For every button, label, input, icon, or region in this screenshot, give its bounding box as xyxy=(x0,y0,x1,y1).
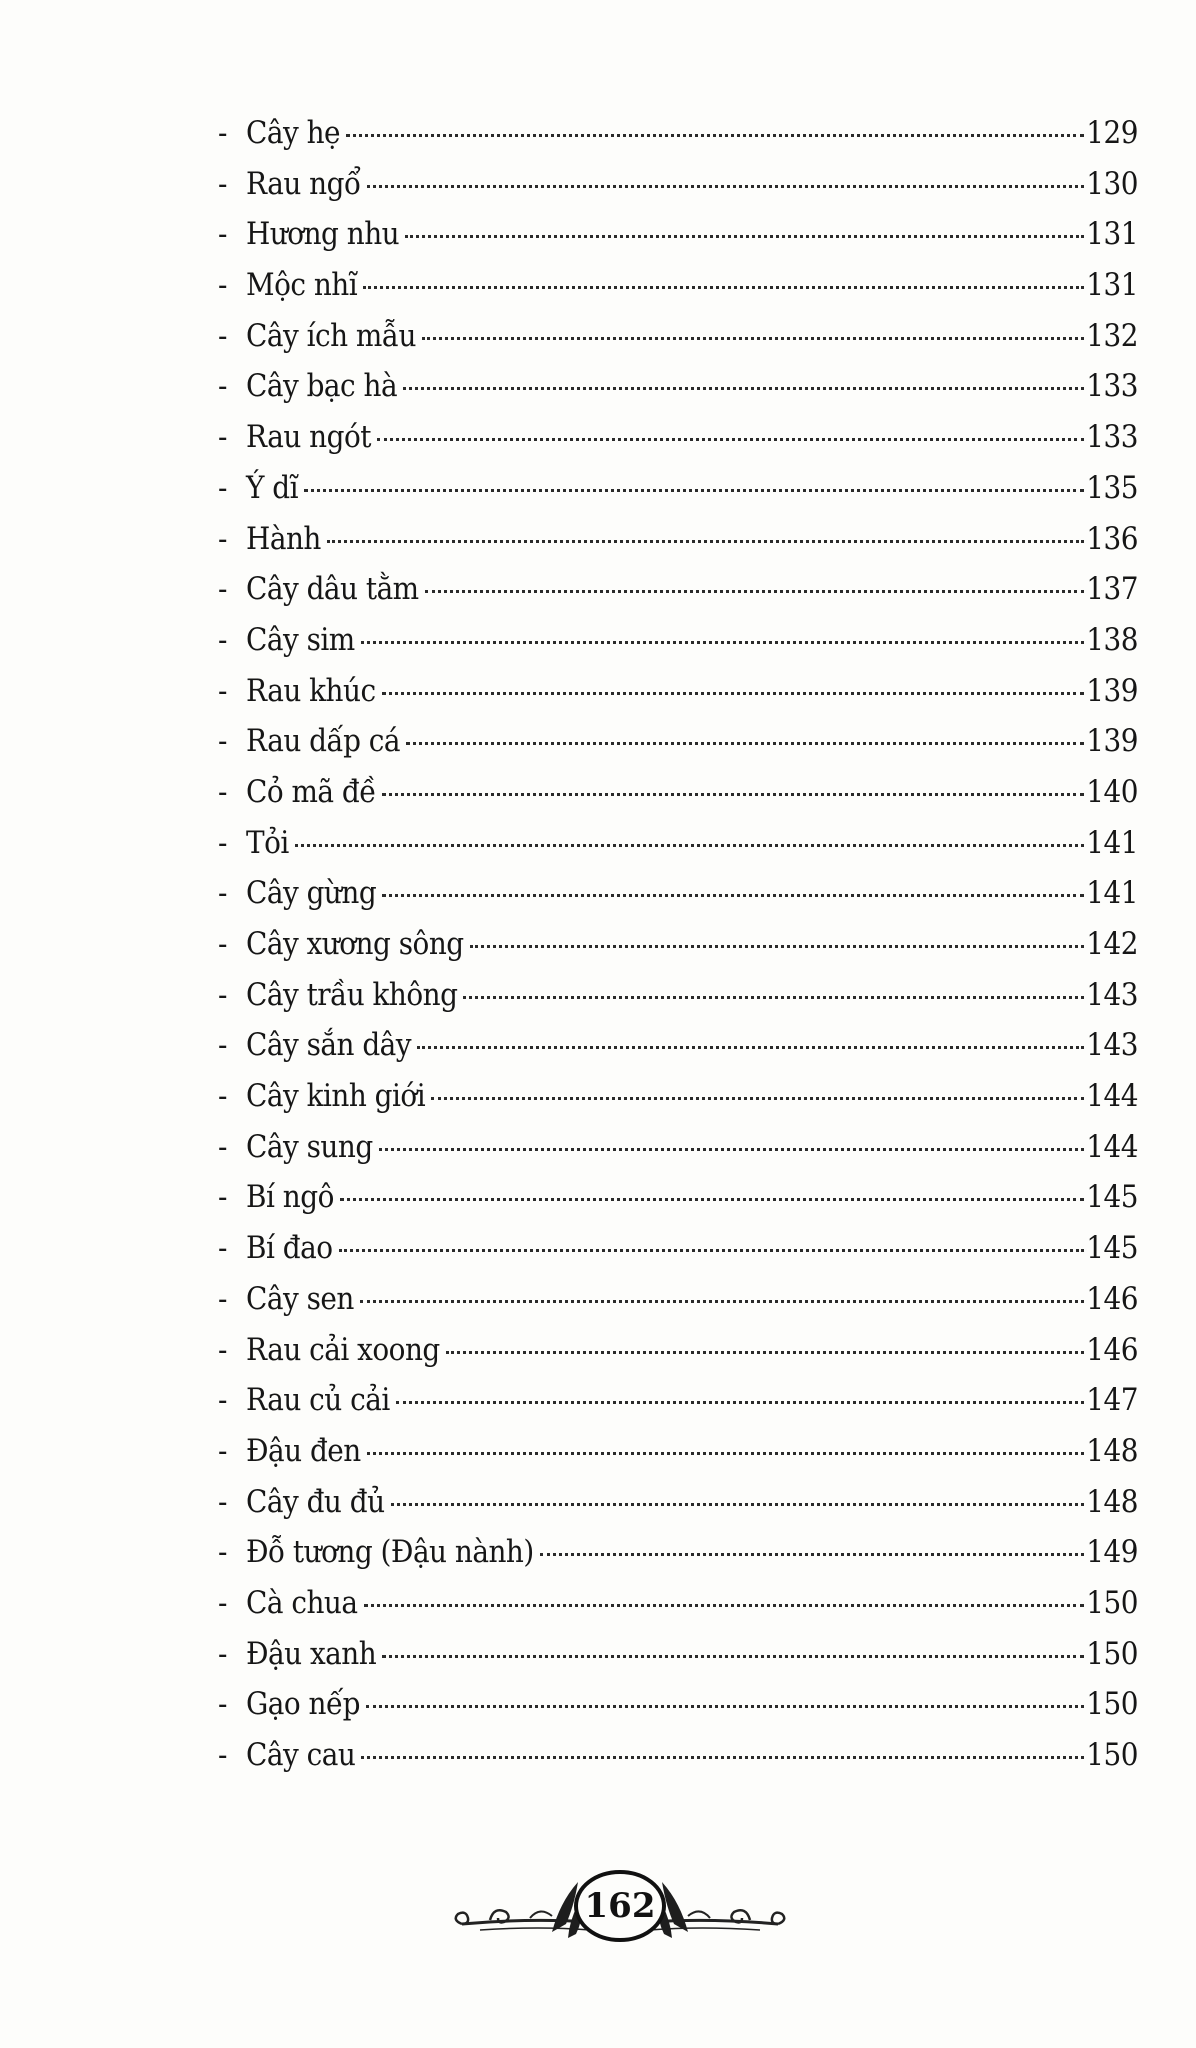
toc-entry-page-number: 129 xyxy=(1086,115,1138,151)
toc-entry xyxy=(218,1527,1138,1578)
page-footer xyxy=(440,1860,800,1960)
toc-entry-dash: - xyxy=(218,165,227,202)
dot-leader xyxy=(377,438,1084,441)
toc-entry-dash: - xyxy=(218,1078,227,1115)
toc-entry-title: Cây đu đủ xyxy=(246,1483,385,1520)
dot-leader xyxy=(367,185,1085,188)
toc-entry-dash: - xyxy=(218,1483,227,1520)
toc-entry-page-number: 137 xyxy=(1086,571,1138,608)
toc-entry-dash: - xyxy=(218,1534,227,1571)
toc-entry-page-number: 133 xyxy=(1086,368,1138,405)
toc-entry xyxy=(218,818,1138,869)
toc-entry-page-number: 138 xyxy=(1086,621,1138,658)
toc-entry xyxy=(218,1679,1138,1730)
toc-entry-page-number: 150 xyxy=(1086,1686,1138,1723)
toc-entry xyxy=(218,1172,1138,1223)
toc-entry-page-number: 136 xyxy=(1086,520,1138,557)
toc-entry xyxy=(218,514,1138,565)
dot-leader xyxy=(340,1198,1084,1201)
toc-entry-dash: - xyxy=(218,1635,227,1672)
toc-entry-dash: - xyxy=(218,1179,227,1216)
toc-entry-page-number: 145 xyxy=(1086,1230,1138,1267)
toc-entry-page-number: 135 xyxy=(1086,469,1138,506)
toc-entry xyxy=(218,919,1138,970)
toc-entry-page-number: 139 xyxy=(1086,672,1138,709)
dot-leader xyxy=(339,1249,1085,1252)
toc-entry-title: Cây cau xyxy=(246,1737,356,1773)
toc-entry-page-number: 131 xyxy=(1086,216,1138,253)
toc-entry-dash: - xyxy=(218,216,227,253)
toc-entry xyxy=(218,209,1138,260)
dot-leader xyxy=(391,1503,1085,1506)
dot-leader xyxy=(403,387,1084,390)
toc-entry-dash: - xyxy=(218,1331,227,1368)
toc-entry-page-number: 141 xyxy=(1086,824,1138,861)
dot-leader xyxy=(379,1148,1085,1151)
toc-entry xyxy=(218,666,1138,717)
dot-leader xyxy=(540,1553,1084,1556)
toc-entry-title: Đậu đen xyxy=(246,1432,361,1469)
toc-entry-title: Bí ngô xyxy=(246,1179,334,1216)
toc-entry xyxy=(218,1274,1138,1325)
dot-leader xyxy=(295,844,1084,847)
toc-entry-title: Cây gừng xyxy=(246,875,377,912)
dot-leader xyxy=(327,540,1084,543)
toc-entry-page-number: 133 xyxy=(1086,419,1138,456)
toc-entry-page-number: 143 xyxy=(1086,976,1138,1013)
dot-leader xyxy=(382,692,1085,695)
toc-entry xyxy=(218,1122,1138,1173)
toc-entry-page-number: 145 xyxy=(1086,1179,1138,1216)
toc-entry-page-number: 140 xyxy=(1086,773,1138,810)
toc-entry xyxy=(218,564,1138,615)
dot-leader xyxy=(417,1046,1084,1049)
toc-entry-dash: - xyxy=(218,621,227,658)
dot-leader xyxy=(361,641,1085,644)
toc-entry-title: Mộc nhĩ xyxy=(246,267,358,304)
toc-entry-title: Cây bạc hà xyxy=(246,368,398,405)
toc-entry-dash: - xyxy=(218,824,227,861)
dot-leader xyxy=(361,1756,1084,1759)
toc-entry-title: Tỏi xyxy=(246,824,289,861)
toc-entry-title: Rau ngổ xyxy=(246,165,361,202)
toc-entry xyxy=(218,1730,1138,1781)
toc-entry-title: Ý dĩ xyxy=(246,469,299,506)
toc-entry-dash: - xyxy=(218,469,227,506)
toc-entry-title: Rau ngót xyxy=(246,419,371,456)
toc-entry xyxy=(218,311,1138,362)
toc-entry-page-number: 141 xyxy=(1086,875,1138,912)
toc-entry xyxy=(218,1578,1138,1629)
toc-entry-dash: - xyxy=(218,773,227,810)
toc-entry-page-number: 148 xyxy=(1086,1483,1138,1520)
toc-entry-dash: - xyxy=(218,723,227,760)
toc-entry-dash: - xyxy=(218,520,227,557)
toc-entry-page-number: 146 xyxy=(1086,1280,1138,1317)
toc-entry-title: Rau cải xoong xyxy=(246,1331,440,1368)
toc-entry-dash: - xyxy=(218,1230,227,1267)
toc-entry xyxy=(218,159,1138,210)
toc-entry-title: Cây sắn dây xyxy=(246,1027,412,1064)
toc-entry-title: Bí đao xyxy=(246,1230,333,1267)
toc-entry xyxy=(218,1223,1138,1274)
dot-leader xyxy=(446,1351,1084,1354)
dot-leader xyxy=(382,793,1084,796)
toc-entry-title: Cây hẹ xyxy=(246,115,341,151)
toc-entry-title: Đậu xanh xyxy=(246,1635,377,1672)
dot-leader xyxy=(363,286,1084,289)
toc-entry-dash: - xyxy=(218,317,227,354)
toc-entry-title: Rau củ cải xyxy=(246,1382,390,1419)
toc-entry-title: Cà chua xyxy=(246,1584,358,1621)
dot-leader xyxy=(396,1401,1085,1404)
toc-entry xyxy=(218,615,1138,666)
dot-leader xyxy=(405,235,1084,238)
toc-entry-page-number: 148 xyxy=(1086,1432,1138,1469)
toc-entry-page-number: 150 xyxy=(1086,1584,1138,1621)
toc-entry-page-number: 130 xyxy=(1086,165,1138,202)
dot-leader xyxy=(304,489,1084,492)
toc-entry-title: Rau dấp cá xyxy=(246,723,401,760)
toc-entry-page-number: 149 xyxy=(1086,1534,1138,1571)
toc-entry-title: Cây kinh giới xyxy=(246,1078,426,1115)
toc-entry-dash: - xyxy=(218,419,227,456)
toc-entry xyxy=(218,361,1138,412)
toc-entry-title: Cây dâu tằm xyxy=(246,571,419,608)
toc-entry-title: Cây sung xyxy=(246,1128,373,1165)
toc-entry-title: Cây ích mẫu xyxy=(246,317,416,354)
table-of-contents-list xyxy=(218,108,1138,1781)
toc-entry xyxy=(218,108,1138,159)
toc-entry xyxy=(218,1325,1138,1376)
toc-entry-page-number: 131 xyxy=(1086,267,1138,304)
dot-leader xyxy=(346,134,1084,137)
toc-entry xyxy=(218,1375,1138,1426)
toc-entry xyxy=(218,767,1138,818)
page-number: 162 xyxy=(584,1886,656,1926)
toc-entry-dash: - xyxy=(218,571,227,608)
toc-entry-title: Cây sim xyxy=(246,621,355,658)
toc-entry-dash: - xyxy=(218,368,227,405)
toc-entry xyxy=(218,463,1138,514)
toc-entry-title: Cây sen xyxy=(246,1280,354,1317)
toc-entry xyxy=(218,1071,1138,1122)
toc-entry xyxy=(218,1629,1138,1680)
toc-entry-dash: - xyxy=(218,1737,227,1773)
toc-entry-page-number: 144 xyxy=(1086,1128,1138,1165)
toc-entry-title: Hành xyxy=(246,520,321,557)
dot-leader xyxy=(367,1452,1085,1455)
dot-leader xyxy=(366,1705,1084,1708)
toc-entry xyxy=(218,970,1138,1021)
dot-leader xyxy=(360,1300,1084,1303)
toc-entry-dash: - xyxy=(218,267,227,304)
toc-entry-page-number: 132 xyxy=(1086,317,1138,354)
toc-entry-dash: - xyxy=(218,115,227,151)
toc-entry-title: Cây xương sông xyxy=(246,926,464,962)
toc-entry-page-number: 150 xyxy=(1086,1635,1138,1672)
dot-leader xyxy=(431,1097,1084,1100)
toc-entry-page-number: 147 xyxy=(1086,1382,1138,1419)
dot-leader xyxy=(382,1655,1084,1658)
toc-entry-title: Hương nhu xyxy=(246,216,400,253)
toc-entry xyxy=(218,260,1138,311)
toc-entry-dash: - xyxy=(218,926,227,962)
toc-entry-dash: - xyxy=(218,1584,227,1621)
toc-entry xyxy=(218,1020,1138,1071)
toc-entry-dash: - xyxy=(218,1382,227,1419)
toc-entry-dash: - xyxy=(218,976,227,1013)
toc-entry-page-number: 146 xyxy=(1086,1331,1138,1368)
toc-entry-title: Cỏ mã đề xyxy=(246,773,376,810)
dot-leader xyxy=(425,590,1085,593)
toc-entry-dash: - xyxy=(218,1280,227,1317)
toc-entry-dash: - xyxy=(218,1686,227,1723)
dot-leader xyxy=(463,996,1084,999)
toc-entry xyxy=(218,1426,1138,1477)
toc-entry-title: Gạo nếp xyxy=(246,1686,361,1723)
toc-entry xyxy=(218,716,1138,767)
dot-leader xyxy=(406,742,1084,745)
toc-entry-page-number: 144 xyxy=(1086,1078,1138,1115)
toc-entry-dash: - xyxy=(218,672,227,709)
toc-entry-dash: - xyxy=(218,875,227,912)
toc-entry-dash: - xyxy=(218,1432,227,1469)
toc-entry xyxy=(218,868,1138,919)
dot-leader xyxy=(382,894,1084,897)
toc-entry-page-number: 139 xyxy=(1086,723,1138,760)
toc-entry xyxy=(218,1477,1138,1528)
toc-entry-dash: - xyxy=(218,1027,227,1064)
toc-entry-title: Cây trầu không xyxy=(246,976,458,1013)
toc-entry-page-number: 142 xyxy=(1086,926,1138,962)
toc-entry-title: Rau khúc xyxy=(246,672,376,709)
dot-leader xyxy=(470,945,1085,948)
toc-entry-title: Đỗ tương (Đậu nành) xyxy=(246,1534,534,1571)
dot-leader xyxy=(364,1604,1085,1607)
toc-entry-page-number: 143 xyxy=(1086,1027,1138,1064)
toc-entry xyxy=(218,412,1138,463)
dot-leader xyxy=(422,337,1084,340)
toc-entry-page-number: 150 xyxy=(1086,1737,1138,1773)
toc-entry-dash: - xyxy=(218,1128,227,1165)
